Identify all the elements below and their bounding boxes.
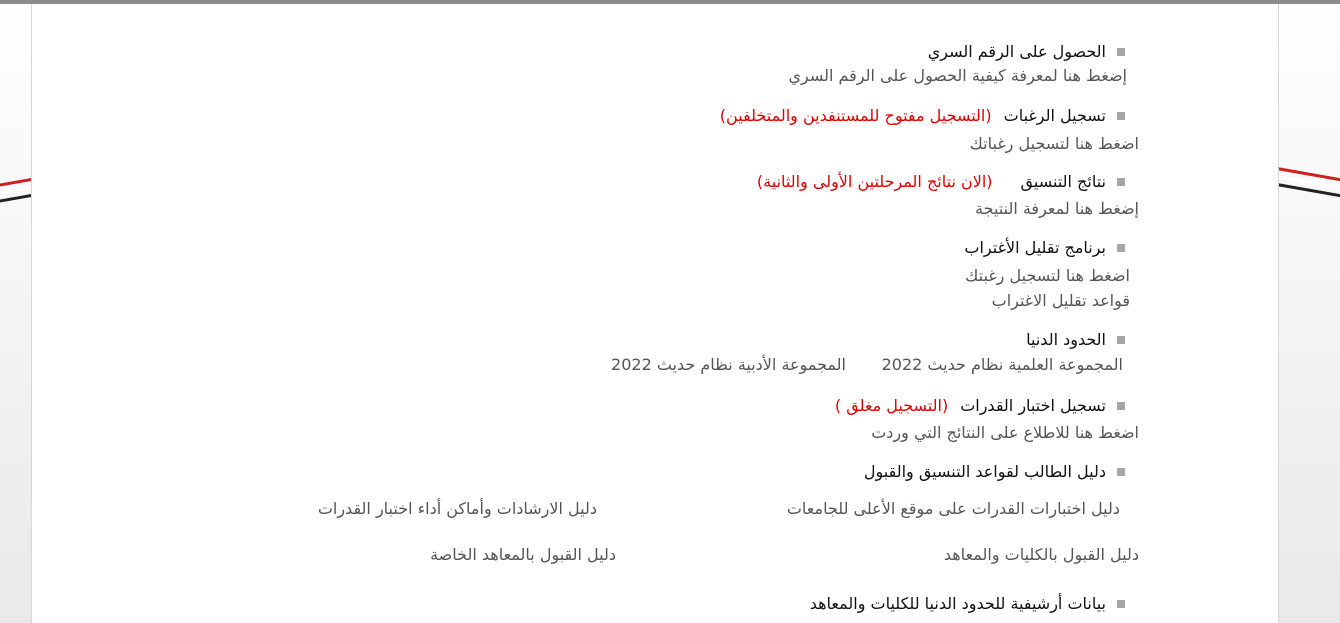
section-title: الحصول على الرقم السري: [927, 42, 1106, 61]
bullet-icon: [1117, 402, 1125, 410]
section-title: الحدود الدنيا: [1026, 330, 1106, 349]
section-archive-data: [525, 594, 1125, 618]
bullet-icon: [1117, 336, 1125, 344]
aptitude-guide-link[interactable]: دليل اختبارات القدرات على موقع الأعلى للجامعات: [786, 499, 1120, 518]
bullet-icon: [1117, 48, 1125, 56]
section-title[interactable]: تسجيل اختبار القدرات: [960, 396, 1106, 415]
section-reduce-alienation: [625, 238, 1130, 310]
section-student-guide: [225, 462, 1139, 572]
bullet-icon: [1117, 244, 1125, 252]
register-wishes-link[interactable]: اضغط هنا لتسجيل رغباتك: [969, 134, 1139, 153]
section-results: [525, 172, 1139, 222]
bullet-icon: [1117, 600, 1125, 608]
section-minimum-scores: [425, 330, 1125, 380]
section-aptitude-test: [525, 396, 1139, 446]
colleges-admission-link[interactable]: دليل القبول بالكليات والمعاهد: [943, 545, 1139, 564]
section-title[interactable]: برنامج تقليل الأغتراب: [964, 238, 1106, 257]
content-panel: [31, 4, 1279, 623]
secret-number-link[interactable]: إضغط هنا لمعرفة كيفية الحصول على الرقم السري: [788, 66, 1127, 85]
section-secret-number: [625, 42, 1125, 92]
instructions-guide-link[interactable]: دليل الارشادات وأماكن أداء اختبار القدرات: [317, 499, 597, 518]
section-title[interactable]: تسجيل الرغبات: [1003, 106, 1106, 125]
status-note: (الان نتائج المرحلتين الأولى والثانية): [756, 172, 993, 191]
section-title[interactable]: نتائج التنسيق: [1020, 172, 1106, 191]
section-title[interactable]: بيانات أرشيفية للحدود الدنيا للكليات والمعاهد: [809, 594, 1106, 613]
bullet-icon: [1117, 112, 1125, 120]
left-decoration: [0, 4, 32, 623]
bullet-icon: [1117, 468, 1125, 476]
results-link[interactable]: إضغط هنا لمعرفة النتيجة: [975, 199, 1139, 218]
register-desire-link[interactable]: اضغط هنا لتسجيل رغبتك: [965, 266, 1130, 285]
bullet-icon: [1117, 178, 1125, 186]
private-institutes-link[interactable]: دليل القبول بالمعاهد الخاصة: [430, 545, 616, 564]
status-note: (التسجيل مفتوح للمستنفدين والمتخلفين): [719, 106, 992, 125]
aptitude-results-link[interactable]: اضغط هنا للاطلاع على النتائج التي وردت: [871, 423, 1139, 442]
alienation-rules-link[interactable]: قواعد تقليل الاغتراب: [991, 291, 1130, 310]
section-register-wishes: [525, 106, 1139, 156]
science-group-link[interactable]: المجموعة العلمية نظام حديث 2022: [881, 355, 1123, 374]
status-note: (التسجيل مغلق ): [834, 396, 949, 415]
right-decoration: [1278, 4, 1340, 623]
section-title: دليل الطالب لقواعد التنسيق والقبول: [863, 462, 1106, 481]
literary-group-link[interactable]: المجموعة الأدبية نظام حديث 2022: [611, 355, 846, 374]
